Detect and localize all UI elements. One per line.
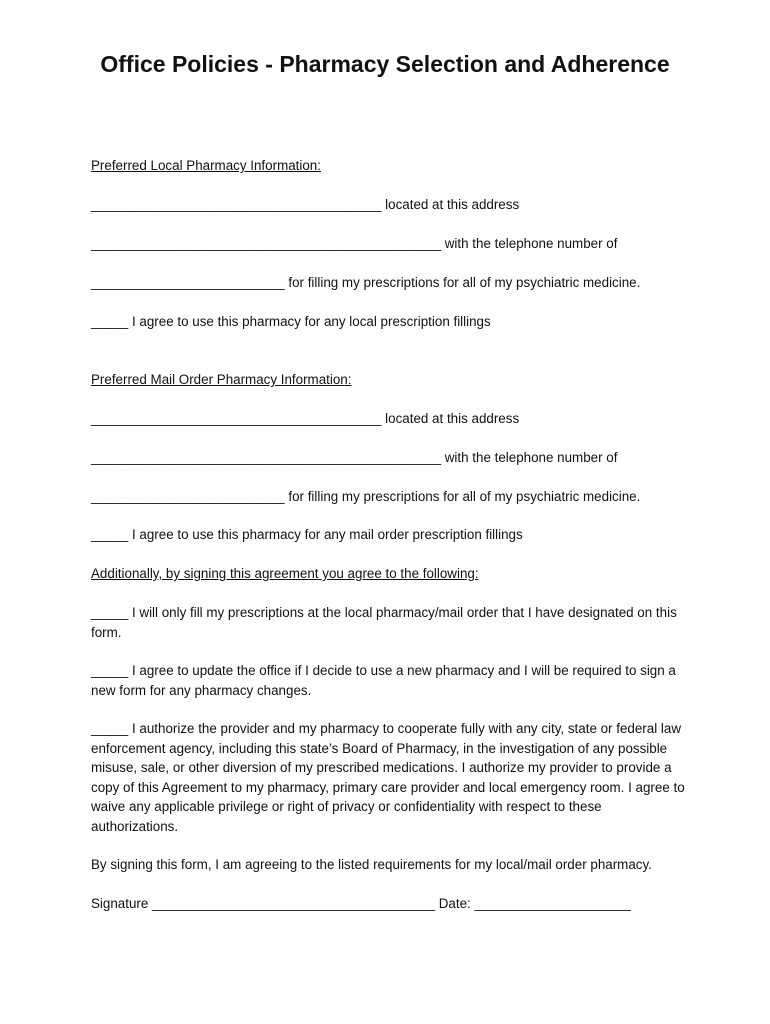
signature-date-line[interactable]: Signature ______________________________________ Date: _____________________ [91,896,631,911]
mail-pharmacy-heading: Preferred Mail Order Pharmacy Information: [91,372,352,387]
mail-pharmacy-name-line[interactable]: _______________________________________ located at this address [91,411,520,426]
page-title: Office Policies - Pharmacy Selection and Adherence [100,51,670,77]
local-pharmacy-address-line[interactable]: _______________________________________________ with the telephone number of [91,236,618,251]
mail-pharmacy-address-line[interactable]: _______________________________________________ with the telephone number of [91,450,618,465]
mail-pharmacy-phone-line[interactable]: __________________________ for filling my prescriptions for all of my psychiatric medicine. [91,489,641,504]
authorization-clause[interactable]: _____ I authorize the provider and my pharmacy to cooperate fully with any city, state or federal law enforcement agency, including this state’s Board of Pharmacy, in the investigation of any possible misuse, sale, or other diversion of my prescribed medications. I authorize my provider to provide a copy of this Agreement to my pharmacy, primary care provider and local emergency room. I agree to waive any applicable privilege or right of privacy or confidentiality with respect to these authorizations. [91,721,685,834]
mail-pharmacy-agree-initials[interactable]: _____ I agree to use this pharmacy for any mail order prescription fillings [91,527,523,542]
local-pharmacy-agree-initials[interactable]: _____ I agree to use this pharmacy for any local prescription fillings [91,314,491,329]
designated-pharmacy-clause[interactable]: _____ I will only fill my prescriptions at the local pharmacy/mail order that I have designated on this form. [91,605,677,640]
additional-terms-heading: Additionally, by signing this agreement you agree to the following: [91,566,479,581]
update-pharmacy-clause[interactable]: _____ I agree to update the office if I decide to use a new pharmacy and I will be required to sign a new form for any pharmacy changes. [91,663,676,698]
local-pharmacy-name-line[interactable]: _______________________________________ located at this address [91,197,520,212]
closing-statement: By signing this form, I am agreeing to the listed requirements for my local/mail order pharmacy. [91,857,652,872]
local-pharmacy-heading: Preferred Local Pharmacy Information: [91,158,321,173]
local-pharmacy-phone-line[interactable]: __________________________ for filling my prescriptions for all of my psychiatric medicine. [91,275,641,290]
